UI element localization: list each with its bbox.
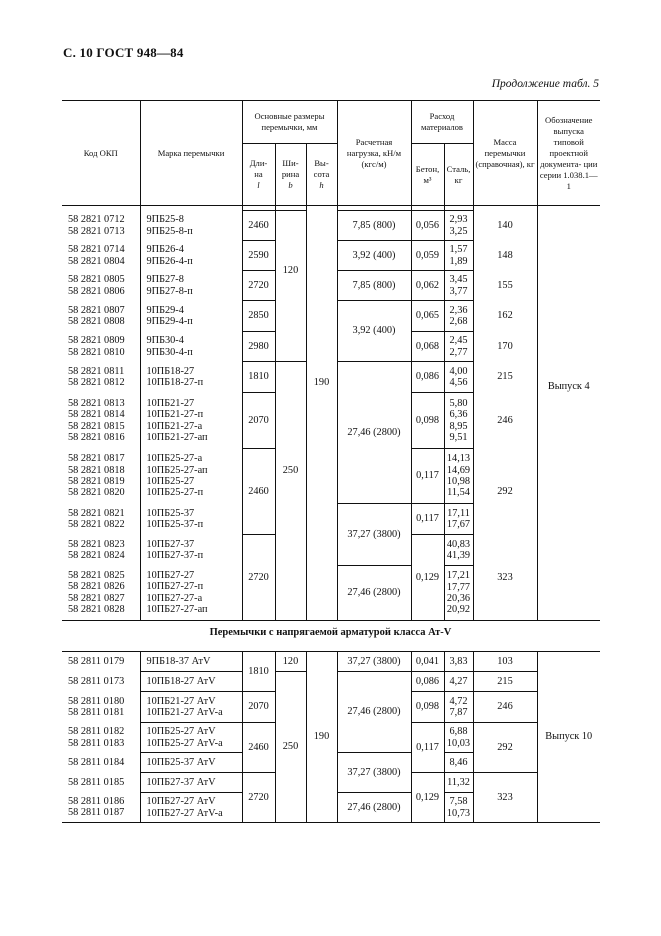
okp-code: 58 2821 0714 58 2821 0804 [68, 244, 125, 267]
height: 190 [306, 652, 337, 823]
concrete: 0,098 [411, 393, 444, 449]
steel: 3,83 [444, 652, 473, 672]
width: 250 [275, 362, 306, 621]
mass: 323 [473, 773, 537, 823]
load: 27,46 (2800) [337, 672, 411, 753]
load: 7,85 (800) [337, 271, 411, 301]
concrete: 0,059 [411, 241, 444, 271]
lintel-mark: 10ПБ25-37 10ПБ25-37-п [140, 504, 242, 535]
steel: 3,45 3,77 [444, 271, 473, 301]
lintel-mark: 9ПБ29-4 9ПБ29-4-п [140, 301, 242, 332]
main-table [62, 100, 600, 621]
load: 7,85 (800) [337, 211, 411, 241]
mass: 162 [473, 301, 537, 332]
okp-code: 58 2821 0811 58 2821 0812 [68, 365, 125, 388]
concrete: 0,086 [411, 672, 444, 692]
table-row [62, 211, 600, 241]
lintel-mark: 10ПБ21-27 АтV 10ПБ21-27 АтV-а [140, 692, 242, 723]
concrete: 0,117 [411, 449, 444, 504]
okp-code: 58 2811 0186 58 2811 0187 [62, 793, 140, 823]
lintel-mark: 10ПБ25-27-а 10ПБ25-27-ап 10ПБ25-27 10ПБ25-27-п [140, 449, 242, 504]
mass: 246 [473, 692, 537, 723]
okp-code: 58 2811 0180 58 2811 0181 [68, 695, 125, 718]
okp-code: 58 2821 0823 58 2821 0824 [68, 538, 125, 561]
lintel-mark: 10ПБ21-27 10ПБ21-27-п 10ПБ21-27-а 10ПБ21-27-ап [140, 393, 242, 449]
mass: 103 [473, 652, 537, 672]
header-length: Дли- на l [242, 144, 275, 206]
lintel-mark: 10ПБ27-37 АтV [140, 773, 242, 793]
mass: 292 [473, 449, 537, 535]
steel: 2,45 2,77 [444, 332, 473, 362]
width: 120 [275, 652, 306, 672]
load: 37,27 (3800) [337, 504, 411, 566]
issue: Выпуск 4 [537, 211, 600, 621]
width: 120 [275, 211, 306, 362]
mass: 140 [473, 211, 537, 241]
lintel-mark: 9ПБ25-8 9ПБ25-8-п [140, 211, 242, 241]
header-consumption: Расход материалов [411, 101, 473, 144]
okp-code: 58 2811 0184 [68, 756, 125, 768]
header-designation: Обозначение выпуска типовой проектной документа- ции серии 1.038.1—1 [537, 101, 600, 206]
section-title: Перемычки с напрягаемой арматурой класса Ат-V [209, 627, 452, 638]
lintel-mark: 10ПБ27-27 10ПБ27-27-п 10ПБ27-27-а 10ПБ27-27-ап [140, 566, 242, 621]
concrete: 0,086 [411, 362, 444, 393]
okp-code: 58 2821 0813 58 2821 0814 58 2821 0815 58 2821 0816 [68, 397, 125, 443]
steel: 4,72 7,87 [444, 692, 473, 723]
header-load: Расчетная нагрузка, кН/м (кгс/м) [337, 101, 411, 206]
mass: 215 [473, 362, 537, 393]
steel: 5,80 6,36 8,95 9,51 [444, 393, 473, 449]
lintel-mark: 9ПБ26-4 9ПБ26-4-п [140, 241, 242, 271]
length: 2070 [242, 692, 275, 723]
steel: 14,13 14,69 10,98 11,54 [444, 449, 473, 504]
steel: 7,58 10,73 [444, 793, 473, 823]
length: 2720 [242, 271, 275, 301]
lintel-mark: 9ПБ27-8 9ПБ27-8-п [140, 271, 242, 301]
length: 2460 [242, 211, 275, 241]
steel: 4,27 [444, 672, 473, 692]
length: 2720 [242, 773, 275, 823]
steel: 6,88 10,03 [444, 723, 473, 753]
okp-code: 58 2821 0807 58 2821 0808 [68, 304, 125, 327]
header-width: Ши- рина b [275, 144, 306, 206]
concrete: 0,041 [411, 652, 444, 672]
steel: 8,46 [444, 753, 473, 773]
okp-code: 58 2811 0182 58 2811 0183 [68, 726, 125, 749]
mass: 292 [473, 723, 537, 773]
okp-code: 58 2811 0173 [68, 675, 125, 687]
mass: 170 [473, 332, 537, 362]
mass: 246 [473, 393, 537, 449]
length: 2980 [242, 332, 275, 362]
concrete: 0,056 [411, 211, 444, 241]
lintel-mark: 10ПБ18-27 АтV [140, 672, 242, 692]
header-height: Вы- сота h [306, 144, 337, 206]
mass: 148 [473, 241, 537, 271]
length: 2850 [242, 301, 275, 332]
okp-code: 58 2821 0817 58 2821 0818 58 2821 0819 58 2821 0820 [68, 453, 125, 499]
length: 1810 [242, 362, 275, 393]
steel: 2,36 2,68 [444, 301, 473, 332]
header-mass: Масса перемычки (справочная), кг [473, 101, 537, 206]
load: 37,27 (3800) [337, 652, 411, 672]
load: 27,46 (2800) [337, 793, 411, 823]
okp-code: 58 2821 0805 58 2821 0806 [68, 274, 125, 297]
load: 3,92 (400) [337, 301, 411, 362]
concrete: 0,117 [411, 723, 444, 773]
steel: 17,11 17,67 [444, 504, 473, 535]
load: 37,27 (3800) [337, 753, 411, 793]
lintel-mark: 10ПБ25-37 АтV [140, 753, 242, 773]
concrete: 0,068 [411, 332, 444, 362]
header-concrete: Бетон, м³ [411, 144, 444, 206]
issue: Выпуск 10 [537, 652, 600, 823]
lintel-mark: 10ПБ18-27 10ПБ18-27-п [140, 362, 242, 393]
height: 190 [306, 211, 337, 621]
length: 2460 [242, 723, 275, 773]
lintel-mark: 10ПБ27-27 АтV 10ПБ27-27 АтV-а [140, 793, 242, 823]
continuation-label: Продолжение табл. 5 [491, 78, 599, 90]
concrete: 0,117 [411, 504, 444, 535]
concrete: 0,129 [411, 535, 444, 621]
okp-code: 58 2821 0809 58 2821 0810 [68, 335, 125, 358]
header-dims: Основные размеры перемычки, мм [242, 101, 337, 144]
load: 27,46 (2800) [337, 566, 411, 621]
concrete: 0,129 [411, 773, 444, 823]
okp-code: 58 2821 0825 58 2821 0826 58 2821 0827 58 2821 0828 [62, 566, 140, 621]
header-steel: Сталь, кг [444, 144, 473, 206]
okp-code: 58 2821 0821 58 2821 0822 [68, 507, 125, 530]
okp-code: 58 2811 0185 [68, 776, 125, 788]
lintel-mark: 9ПБ30-4 9ПБ30-4-п [140, 332, 242, 362]
concrete: 0,065 [411, 301, 444, 332]
header-code: Код ОКП [62, 101, 140, 206]
mass: 155 [473, 271, 537, 301]
atv-table [62, 651, 600, 823]
steel: 17,21 17,77 20,36 20,92 [444, 566, 473, 621]
steel: 4,00 4,56 [444, 362, 473, 393]
steel: 1,57 1,89 [444, 241, 473, 271]
mass: 323 [473, 535, 537, 621]
length: 2460 [242, 449, 275, 535]
main-table-body [62, 206, 600, 621]
steel: 40,83 41,39 [444, 535, 473, 566]
concrete: 0,062 [411, 271, 444, 301]
mass: 215 [473, 672, 537, 692]
load: 27,46 (2800) [337, 362, 411, 504]
okp-code: 58 2821 0712 58 2821 0713 [68, 214, 125, 237]
length: 2070 [242, 393, 275, 449]
steel: 11,32 [444, 773, 473, 793]
load: 3,92 (400) [337, 241, 411, 271]
concrete: 0,098 [411, 692, 444, 723]
lintel-mark: 10ПБ27-37 10ПБ27-37-п [140, 535, 242, 566]
steel: 2,93 3,25 [444, 211, 473, 241]
length: 1810 [242, 652, 275, 692]
header-mark: Марка перемычки [140, 101, 242, 206]
length: 2590 [242, 241, 275, 271]
table-row [62, 652, 600, 672]
lintel-mark: 10ПБ25-27 АтV 10ПБ25-27 АтV-а [140, 723, 242, 753]
atv-table-body [62, 652, 600, 823]
width: 250 [275, 672, 306, 823]
lintel-mark: 9ПБ18-37 АтV [140, 652, 242, 672]
okp-code: 58 2811 0179 [62, 652, 140, 672]
length: 2720 [242, 535, 275, 621]
page-header: С. 10 ГОСТ 948—84 [63, 45, 184, 60]
